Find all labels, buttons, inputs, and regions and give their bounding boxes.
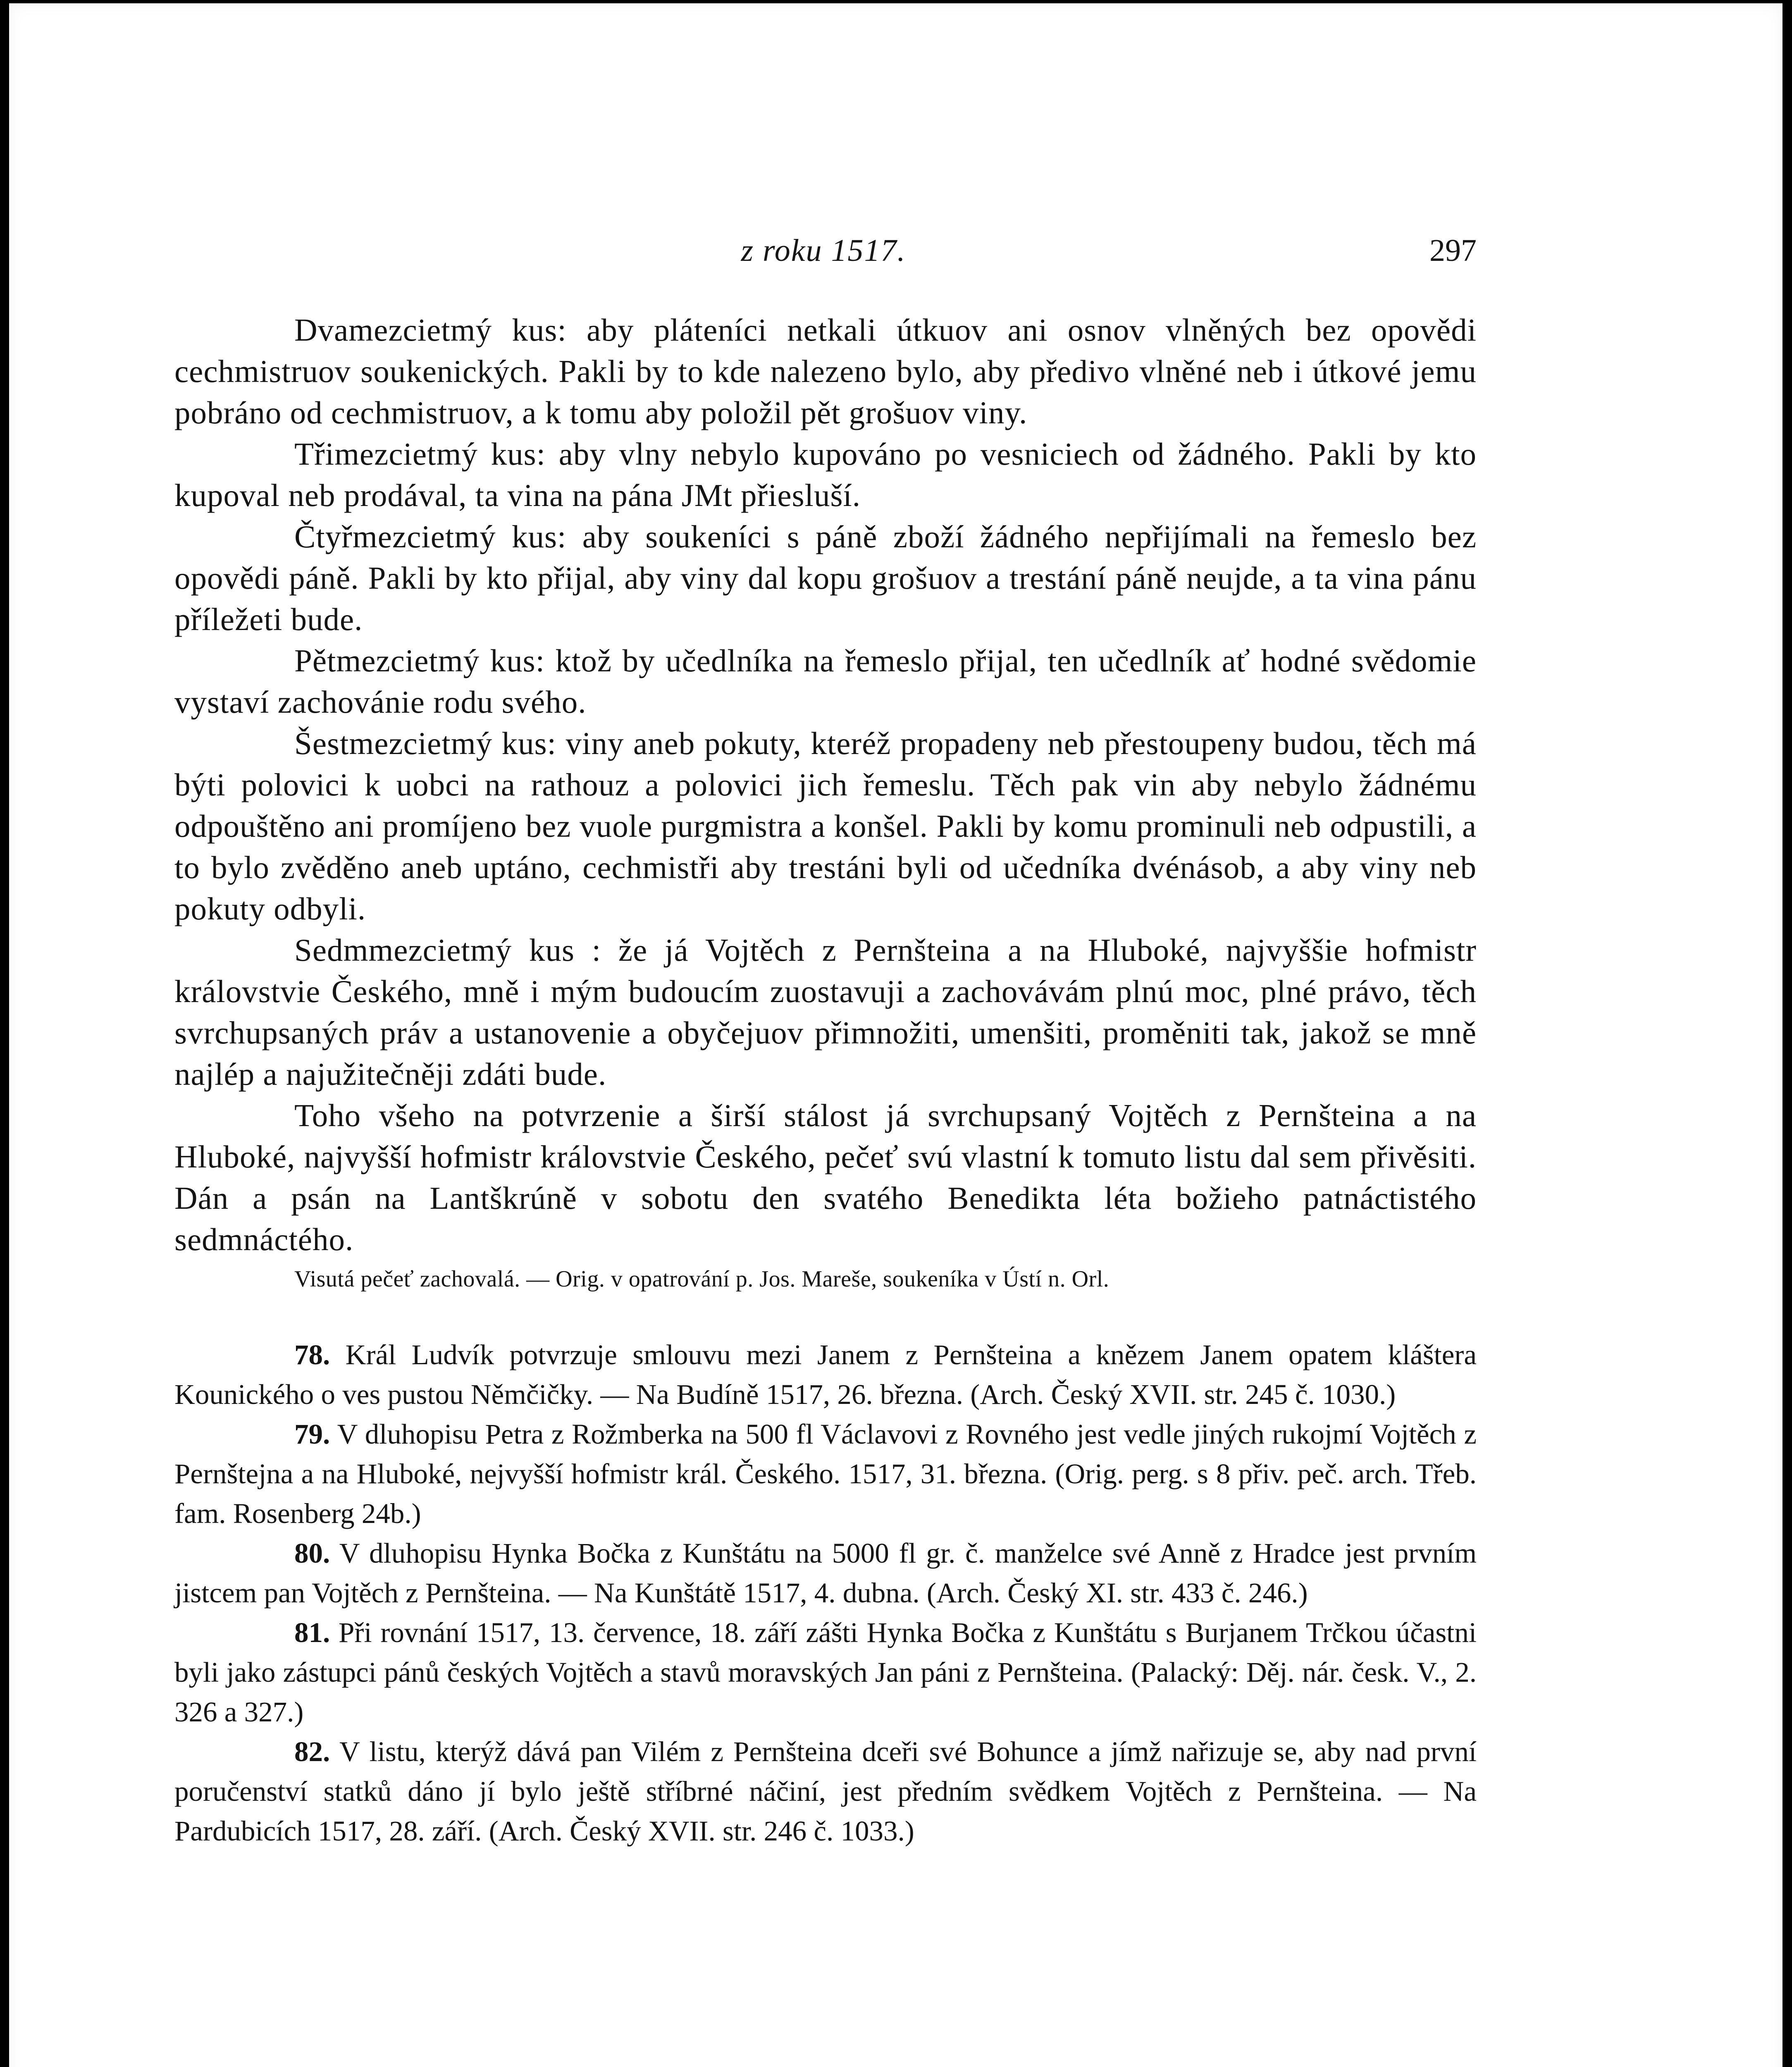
entry-text: Při rovnání 1517, 13. července, 18. září zášti Hynka Bočka z Kunštátu s Burjanem Trčkou účastni byli jako zástupci pánů českých Vojtěch a stavů moravských Jan páni z Pernšteina. (Palacký: Děj. nár. česk. V., 2. 326 a 327.) bbox=[174, 1617, 1477, 1728]
entry-number: 79. bbox=[294, 1418, 330, 1450]
article-paragraph: Pětmezcietmý kus: ktož by učedlníka na řemeslo přijal, ten učedlník ať hodné svědomie vystaví zachovánie rodu svého. bbox=[174, 643, 1477, 720]
entry-text: V listu, kterýž dává pan Vilém z Pernšteina dceři své Bohunce a jímž nařizuje se, aby nad první poručenství statků dáno jí bylo ještě stříbrné náčiní, jest předním svědkem Vojtěch z Pernšteina. — Na Pardubicích 1517, 28. září. (Arch. Český XVII. str. 246 č. 1033.) bbox=[174, 1736, 1477, 1847]
article-paragraph: Sedmmezcietmý kus : že já Vojtěch z Pernšteina a na Hluboké, najvyššie hofmistr královstvie Českého, mně i mým budoucím zuostavuji a zachovávám plnú moc, plné právo, těch svrchupsaných práv a ustanovenie a obyčejuov přimnožiti, umenšiti, proměniti tak, jakož se mně najlép a najužitečněji zdáti bude. bbox=[174, 932, 1477, 1092]
regest-entry-81 bbox=[174, 1613, 1477, 1732]
running-head: z roku 1517. bbox=[741, 233, 906, 268]
article-paragraph: Šestmezcietmý kus: viny aneb pokuty, kteréž propadeny neb přestoupeny budou, těch má býti polovici k uobci na rathouz a polovici jich řemeslu. Těch pak vin aby nebylo žádnému odpouštěno ani promíjeno bez vuole purgmistra a konšel. Pakli by komu prominuli neb odpustili, a to bylo zvěděno aneb uptáno, cechmistři aby trestáni byli od učedníka dvénásob, a aby viny neb pokuty odbyli. bbox=[174, 726, 1477, 926]
entry-number: 81. bbox=[294, 1617, 330, 1648]
entry-text: Král Ludvík potvrzuje smlouvu mezi Janem z Pernšteina a knězem Janem opatem kláštera Kounického o ves pustou Němčičky. — Na Budíně 1517, 26. března. (Arch. Český XVII. str. 245 č. 1030.) bbox=[174, 1339, 1477, 1410]
entry-number: 80. bbox=[294, 1537, 330, 1569]
entry-text: V dluhopisu Hynka Bočka z Kunštátu na 5000 fl gr. č. manželce své Anně z Hradce jest prvním jistcem pan Vojtěch z Pernšteina. — Na Kunštátě 1517, 4. dubna. (Arch. Český XI. str. 433 č. 246.) bbox=[174, 1537, 1477, 1609]
closing-paragraph: Toho všeho na potvrzenie a širší stálost já svrchupsaný Vojtěch z Pernšteina a na Hluboké, najvyšší hofmistr královstvie Českého, pečeť svú vlastní k tomuto listu dal sem přivěsiti. Dán a psán na Lantškrúně v sobotu den svatého Benedikta léta božieho patnáctistého sedmnáctého. bbox=[174, 1098, 1477, 1257]
regest-entry-80 bbox=[174, 1533, 1477, 1613]
article-paragraph: Třimezcietmý kus: aby vlny nebylo kupováno po vesniciech od žádného. Pakli by kto kupoval neb prodával, ta vina na pána JMt přiesluší. bbox=[174, 436, 1477, 513]
page-number: 297 bbox=[1429, 233, 1477, 268]
regest-entry-78 bbox=[174, 1335, 1477, 1414]
article-paragraph: Dvamezcietmý kus: aby pláteníci netkali útkuov ani osnov vlněných bez opovědi cechmistruov soukenických. Pakli by to kde nalezeno bylo, aby předivo vlněné neb i útkové jemu pobráno od cechmistruov, a k tomu aby položil pět grošuov viny. bbox=[174, 312, 1477, 430]
regest-entry-82 bbox=[174, 1732, 1477, 1851]
body-text bbox=[174, 309, 1477, 1851]
book-page bbox=[9, 3, 1782, 2067]
page-header bbox=[170, 233, 1477, 274]
entry-number: 78. bbox=[294, 1339, 330, 1370]
article-paragraph: Čtyřmezcietmý kus: aby soukeníci s páně zboží žádného nepřijímali na řemeslo bez opovědi páně. Pakli by kto přijal, aby viny dal kopu grošuov a trestání páně neujde, a ta vina pánu příležeti bude. bbox=[174, 519, 1477, 637]
source-note: Visutá pečeť zachovalá. — Orig. v opatrování p. Jos. Mareše, soukeníka v Ústí n. Orl. bbox=[294, 1266, 1110, 1292]
entry-number: 82. bbox=[294, 1736, 330, 1767]
entry-text: V dluhopisu Petra z Rožmberka na 500 fl Václavovi z Rovného jest vedle jiných rukojmí Vojtěch z Pernštejna a na Hluboké, nejvyšší hofmistr král. Českého. 1517, 31. března. (Orig. perg. s 8 přiv. peč. arch. Třeb. fam. Rosenberg 24b.) bbox=[174, 1418, 1477, 1529]
regest-entries bbox=[174, 1335, 1477, 1851]
regest-entry-79 bbox=[174, 1414, 1477, 1533]
